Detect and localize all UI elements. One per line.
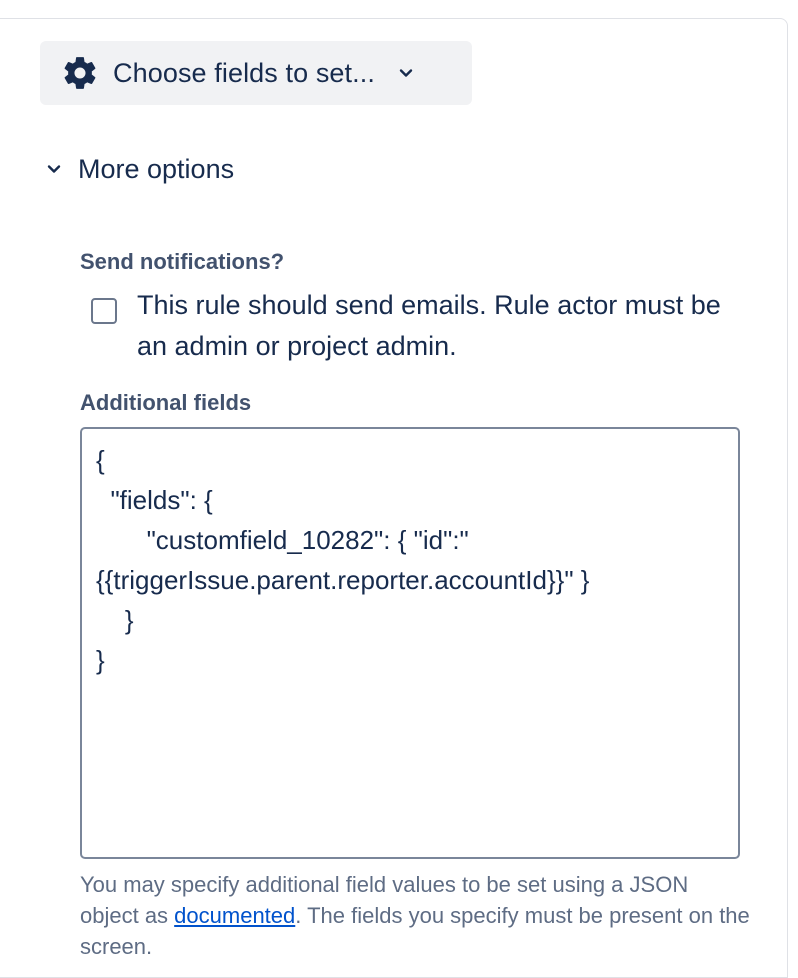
gear-icon bbox=[60, 53, 100, 93]
chevron-down-icon bbox=[40, 155, 68, 183]
helper-text-before: You may specify additional field values to be set using a JSON object as bbox=[80, 872, 689, 928]
json-line: { bbox=[96, 445, 105, 475]
additional-fields-heading: Additional fields bbox=[80, 390, 252, 415]
send-emails-checkbox-label[interactable]: This rule should send emails. Rule actor must be an admin or project admin. bbox=[137, 290, 721, 361]
additional-fields-textarea[interactable] bbox=[80, 427, 740, 859]
additional-fields-helper-text bbox=[80, 869, 750, 962]
documented-link[interactable]: documented bbox=[174, 903, 296, 928]
more-options-label: More options bbox=[78, 153, 235, 184]
json-line: "customfield_10282": { "id":" bbox=[96, 525, 469, 555]
json-line: } bbox=[96, 605, 134, 635]
chevron-down-icon bbox=[395, 62, 417, 84]
json-line: } bbox=[96, 645, 105, 675]
json-line: {{triggerIssue.parent.reporter.accountId}}" } bbox=[96, 565, 590, 595]
choose-fields-button[interactable] bbox=[40, 41, 472, 105]
helper-text-after: . The fields you specify must be present on the screen. bbox=[80, 903, 750, 959]
json-line: "fields": { bbox=[96, 485, 213, 515]
send-notifications-heading: Send notifications? bbox=[80, 249, 285, 274]
send-emails-checkbox[interactable] bbox=[91, 298, 117, 324]
choose-fields-label: Choose fields to set... bbox=[113, 57, 375, 88]
action-config-panel bbox=[0, 18, 788, 978]
more-options-toggle[interactable] bbox=[40, 147, 234, 191]
